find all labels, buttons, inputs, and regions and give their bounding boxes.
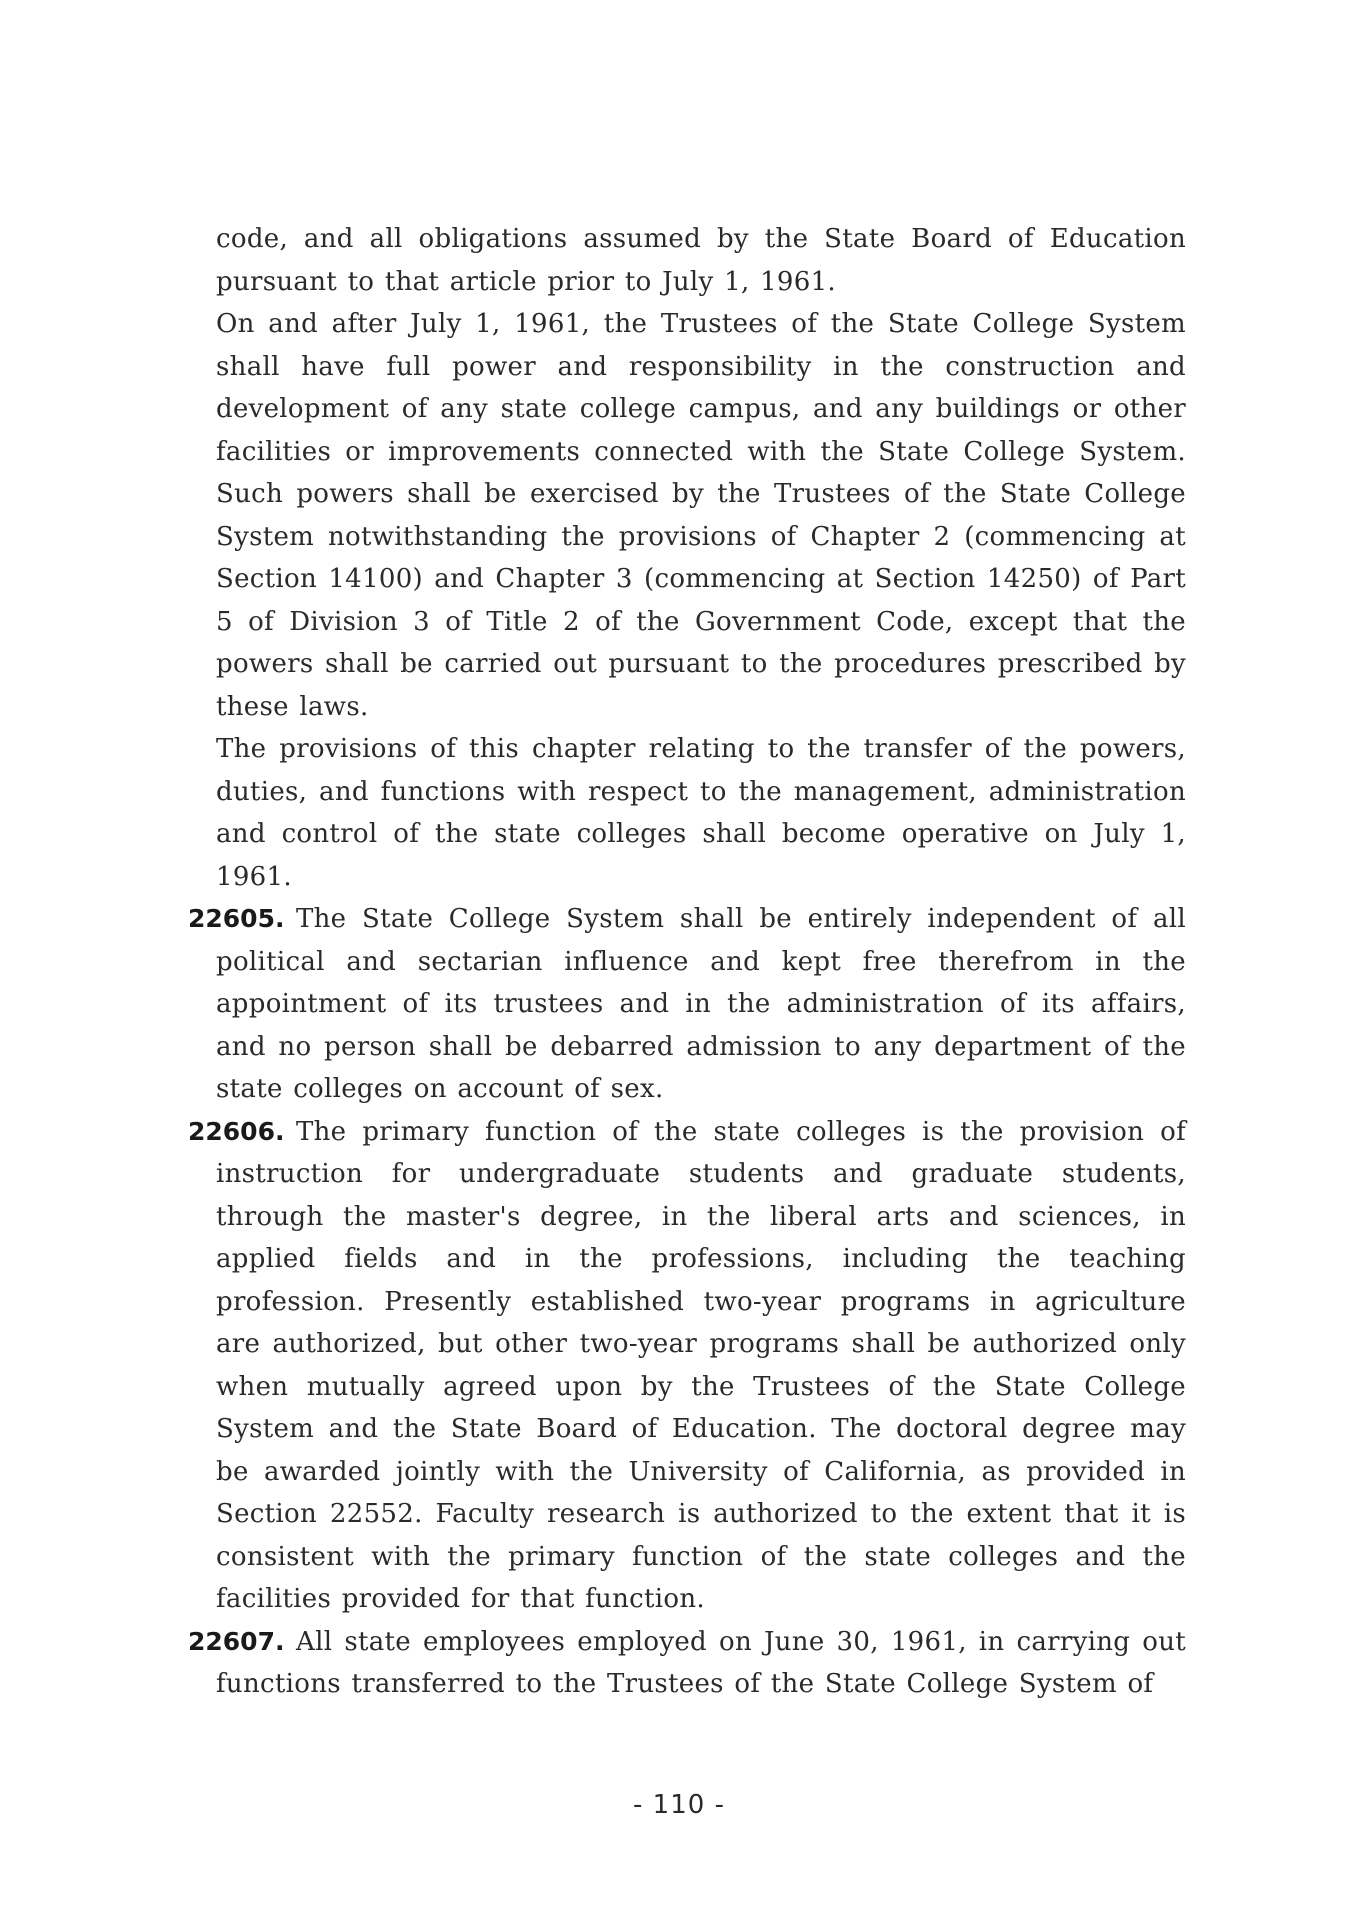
- paragraph-continuation: code, and all obligations assumed by the State Board of Education pursuant to that article prior to July 1, 1961.: [216, 224, 1186, 297]
- section-22606: [188, 1111, 1186, 1621]
- section-text: The primary function of the state colleges is the provision of instruction for undergraduate students and graduate students, through the master's degree, in the liberal arts and sciences, in applied fields and in the professions, including the teaching profession. Presently established two-year programs in agriculture are authorized, but other two-year programs shall be authorized only when mutually agreed upon by the Trustees of the State College System and the State Board of Education. The doctoral degree may be awarded jointly with the University of California, as provided in Section 22552. Faculty research is authorized to the extent that it is consistent with the primary function of the state colleges and the facilities provided for that function.: [216, 1116, 1186, 1614]
- document-body: [0, 218, 1358, 1706]
- section-number: 22605.: [188, 904, 285, 933]
- paragraph-construction-powers: On and after July 1, 1961, the Trustees of the State College System shall have full power and responsibility in the construction and development of any state college campus, and any buildings or other facilities or improvements connected with the State College System. Such powers shall be exercised by the Trustees of the State College System notwithstanding the provisions of Chapter 2 (commencing at Section 14100) and Chapter 3 (commencing at Section 14250) of Part 5 of Division 3 of Title 2 of the Government Code, except that the powers shall be carried out pursuant to the procedures prescribed by these laws.: [216, 309, 1186, 722]
- section-text: All state employees employed on June 30, 1961, in carrying out functions transferred to the Trustees of the State College System of: [216, 1626, 1186, 1699]
- section-22605: [188, 898, 1186, 1111]
- page-number: - 110 -: [633, 1790, 725, 1820]
- paragraph-operative-date: The provisions of this chapter relating to the transfer of the powers, duties, and functions with respect to the management, administration and control of the state colleges shall become operative on July 1, 1961.: [216, 734, 1186, 892]
- section-number: 22607.: [188, 1626, 285, 1656]
- section-text: The State College System shall be entirely independent of all political and sectarian influence and kept free therefrom in the appointment of its trustees and in the administration of its affairs, and no person shall be debarred admission to any department of the state colleges on account of sex.: [216, 904, 1186, 1104]
- section-number: 22606.: [188, 1116, 285, 1146]
- section-22607: [188, 1621, 1186, 1706]
